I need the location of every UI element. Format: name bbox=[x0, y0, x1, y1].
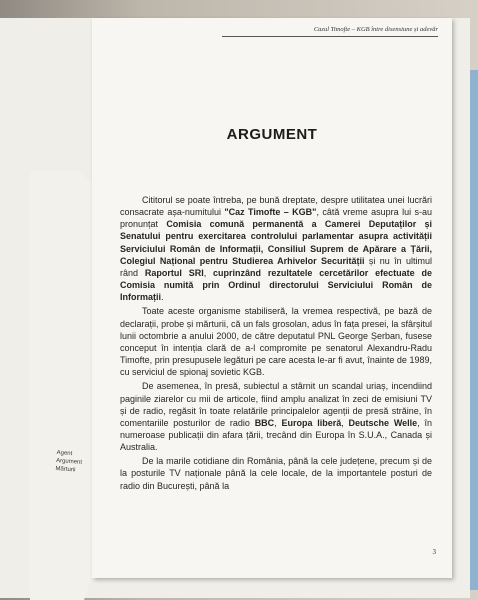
page-number: 3 bbox=[432, 548, 436, 556]
edge-page-text: Agent Argument Mărturii bbox=[55, 450, 83, 474]
text-run: Cititorul se poate întreba, pe bună dreptate, despre utilitatea unei lucrări consacrate așa-numitului bbox=[120, 195, 432, 218]
text-run: și nu în ultimul rând bbox=[120, 255, 432, 278]
text-run: , bbox=[203, 267, 214, 278]
text-run: , în numeroase publicații din afara țării, trecând din Europa în S.U.A., Canada și Australia. bbox=[120, 417, 432, 453]
running-header: Cazul Timofte – KGB între disensiune și adevăr bbox=[313, 26, 438, 33]
text-run: Toate aceste organisme stabiliseră, la vremea respectivă, pe bază de declarații, probe și mărturii, că un fals grosolan, adus în fața presei, la sfârșitul lunii octombrie a anului 2000, de către deputatul PNL George Șerban, fusese conceput în intenția clară de a-l compromite pe senatorul Alexandru-Radu Timofte, prin presupusele legături pe care acesta le-ar fi avut, înainte de 1989, cu serviciul de spionaj sovietic KGB. bbox=[120, 306, 432, 378]
text-run: , bbox=[341, 417, 349, 428]
bold-run: Deutsche Welle bbox=[348, 417, 418, 428]
bold-run: Comisia comună permanentă a Camerei Deputaților și Senatului pentru exercitarea controlului parlamentar asupra activității Serviciului Român de Informații, Consiliul Suprem de Apărare a Țării, Colegiul Național pentru Studierea Arhivelor Securității bbox=[120, 219, 433, 266]
bold-run: cuprinzând rezultatele cercetărilor efectuate de Comisia numită prin Ordinul directorului Serviciului Român de Informații bbox=[120, 267, 432, 303]
text-run: , bbox=[274, 417, 282, 428]
body-text bbox=[120, 194, 432, 494]
page-title: ARGUMENT bbox=[226, 126, 318, 143]
text-run: , câtă vreme asupra lui s-au pronunțat bbox=[120, 207, 432, 230]
paragraph-1 bbox=[120, 194, 432, 303]
paragraph-2 bbox=[120, 305, 432, 378]
text-run: De asemenea, în presă, subiectul a stârnit un scandal uriaș, incendiind paginile ziarelor cu mii de articole, fiind amplu analizat în zeci de emisiuni TV și de radio, regăsit în toate relatările principalelor agenții de presă străine, în comentariile posturilor de radio bbox=[120, 381, 432, 428]
document-page bbox=[92, 18, 452, 578]
bold-run: Raportul SRI bbox=[144, 267, 204, 278]
header-rule bbox=[222, 36, 438, 37]
text-run: . bbox=[161, 292, 164, 303]
bold-run: "Caz Timofte – KGB" bbox=[224, 207, 317, 218]
text-run: De la marile cotidiane din România, până la cele județene, precum și de la posturile TV naționale până la cele locale, de la importantele posturi de radio din București, până la bbox=[120, 456, 432, 491]
paragraph-4 bbox=[120, 455, 432, 491]
paragraph-3 bbox=[120, 380, 432, 453]
bold-run: BBC bbox=[254, 417, 275, 428]
bold-run: Europa liberă bbox=[281, 417, 342, 428]
